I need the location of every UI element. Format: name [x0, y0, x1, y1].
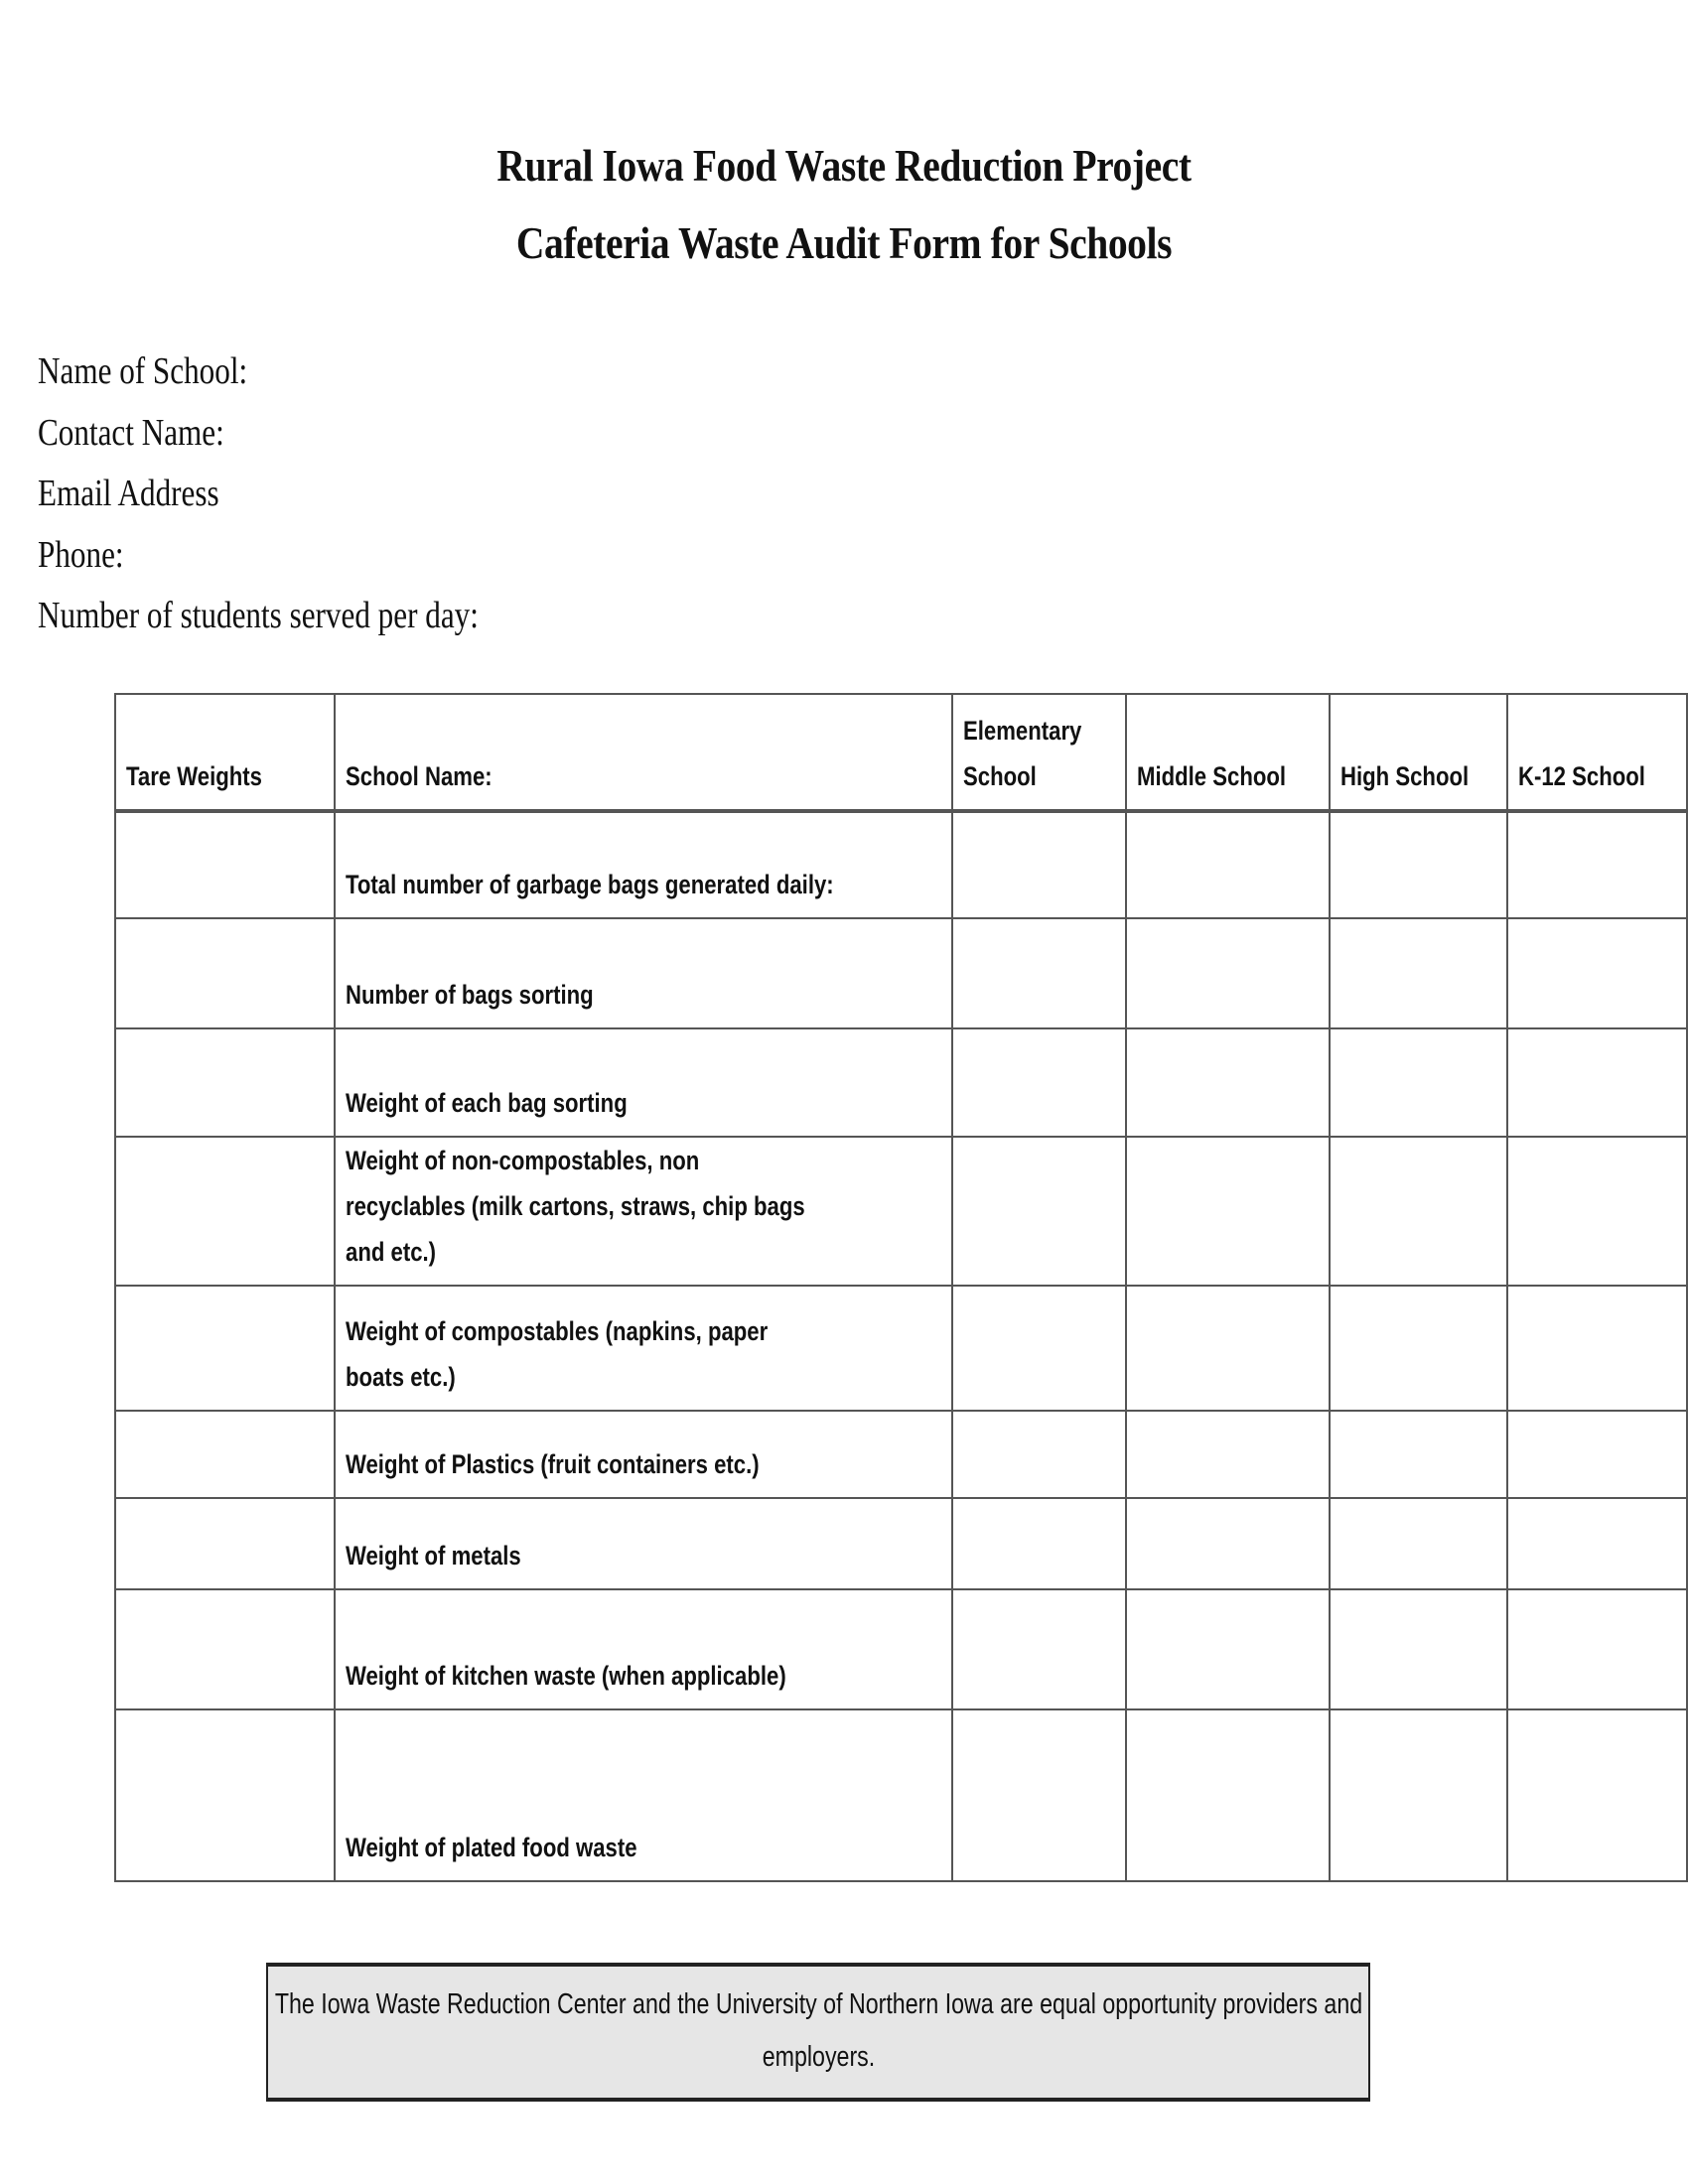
table-header-row: [115, 694, 1687, 811]
elementary-cell[interactable]: [952, 1589, 1126, 1709]
middle-cell[interactable]: [1126, 1286, 1330, 1411]
students-served-label: Number of students served per day:: [38, 595, 479, 636]
high-cell[interactable]: [1330, 918, 1508, 1028]
elementary-cell[interactable]: [952, 1411, 1126, 1498]
table-row: [115, 1137, 1687, 1286]
phone-field[interactable]: [38, 525, 479, 587]
row-label: Weight of compostables (napkins, paper boats etc.): [335, 1286, 952, 1411]
middle-cell[interactable]: [1126, 1411, 1330, 1498]
project-title: Rural Iowa Food Waste Reduction Project: [496, 140, 1192, 191]
middle-cell[interactable]: [1126, 1137, 1330, 1286]
phone-label: Phone:: [38, 533, 124, 576]
high-cell[interactable]: [1330, 1028, 1508, 1137]
email-address-label: Email Address: [38, 473, 219, 514]
tare-cell[interactable]: [115, 1137, 335, 1286]
high-cell[interactable]: [1330, 1498, 1508, 1589]
k12-cell[interactable]: [1507, 1137, 1687, 1286]
middle-cell[interactable]: [1126, 1498, 1330, 1589]
header-k12-school: K-12 School: [1507, 694, 1687, 811]
elementary-cell[interactable]: [952, 1137, 1126, 1286]
table-row: [115, 1286, 1687, 1411]
middle-cell[interactable]: [1126, 1589, 1330, 1709]
contact-info-fields: [38, 341, 575, 647]
row-label: Weight of Plastics (fruit containers etc.): [335, 1411, 952, 1498]
elementary-cell[interactable]: [952, 918, 1126, 1028]
k12-cell[interactable]: [1507, 811, 1687, 918]
k12-cell[interactable]: [1507, 1411, 1687, 1498]
elementary-cell[interactable]: [952, 1286, 1126, 1411]
tare-cell[interactable]: [115, 1028, 335, 1137]
row-label: Total number of garbage bags generated daily:: [335, 811, 952, 918]
row-label: Weight of kitchen waste (when applicable): [335, 1589, 952, 1709]
k12-cell[interactable]: [1507, 918, 1687, 1028]
middle-cell[interactable]: [1126, 811, 1330, 918]
tare-cell[interactable]: [115, 1411, 335, 1498]
table-row: [115, 1589, 1687, 1709]
students-served-field[interactable]: [38, 586, 479, 647]
high-cell[interactable]: [1330, 811, 1508, 918]
school-name-field[interactable]: [38, 341, 479, 403]
table-row: [115, 1498, 1687, 1589]
form-title: Cafeteria Waste Audit Form for Schools: [515, 217, 1173, 268]
header-middle-school: Middle School: [1126, 694, 1330, 811]
row-label: Weight of non-compostables, non recyclables (milk cartons, straws, chip bags and etc.): [335, 1137, 952, 1286]
middle-cell[interactable]: [1126, 1709, 1330, 1881]
table-row: [115, 811, 1687, 918]
tare-cell[interactable]: [115, 1498, 335, 1589]
elementary-cell[interactable]: [952, 1709, 1126, 1881]
row-label: Weight of metals: [335, 1498, 952, 1589]
k12-cell[interactable]: [1507, 1498, 1687, 1589]
high-cell[interactable]: [1330, 1286, 1508, 1411]
elementary-cell[interactable]: [952, 1028, 1126, 1137]
tare-cell[interactable]: [115, 811, 335, 918]
footer-text: The Iowa Waste Reduction Center and the University of Northern Iowa are equal opportunity providers and employers.: [274, 1988, 1362, 2073]
high-cell[interactable]: [1330, 1411, 1508, 1498]
header-elementary-school: Elementary School: [952, 694, 1126, 811]
elementary-cell[interactable]: [952, 811, 1126, 918]
elementary-cell[interactable]: [952, 1498, 1126, 1589]
middle-cell[interactable]: [1126, 918, 1330, 1028]
contact-name-label: Contact Name:: [38, 411, 224, 454]
row-label: Weight of plated food waste: [335, 1709, 952, 1881]
tare-cell[interactable]: [115, 1709, 335, 1881]
high-cell[interactable]: [1330, 1709, 1508, 1881]
header-school-name: School Name:: [335, 694, 952, 811]
k12-cell[interactable]: [1507, 1028, 1687, 1137]
middle-cell[interactable]: [1126, 1028, 1330, 1137]
header-high-school: High School: [1330, 694, 1508, 811]
table-row: [115, 1709, 1687, 1881]
tare-cell[interactable]: [115, 1589, 335, 1709]
tare-cell[interactable]: [115, 1286, 335, 1411]
header-tare-weights: Tare Weights: [115, 694, 335, 811]
k12-cell[interactable]: [1507, 1286, 1687, 1411]
k12-cell[interactable]: [1507, 1709, 1687, 1881]
k12-cell[interactable]: [1507, 1589, 1687, 1709]
contact-name-field[interactable]: [38, 403, 479, 465]
document-title: [0, 127, 1688, 282]
high-cell[interactable]: [1330, 1589, 1508, 1709]
equal-opportunity-notice: [266, 1963, 1370, 2102]
table-row: [115, 1411, 1687, 1498]
table-row: [115, 918, 1687, 1028]
waste-audit-table: [114, 693, 1688, 1882]
row-label: Weight of each bag sorting: [335, 1028, 952, 1137]
table-row: [115, 1028, 1687, 1137]
school-name-label: Name of School:: [38, 350, 248, 392]
tare-cell[interactable]: [115, 918, 335, 1028]
row-label: Number of bags sorting: [335, 918, 952, 1028]
email-address-field[interactable]: [38, 464, 479, 525]
high-cell[interactable]: [1330, 1137, 1508, 1286]
